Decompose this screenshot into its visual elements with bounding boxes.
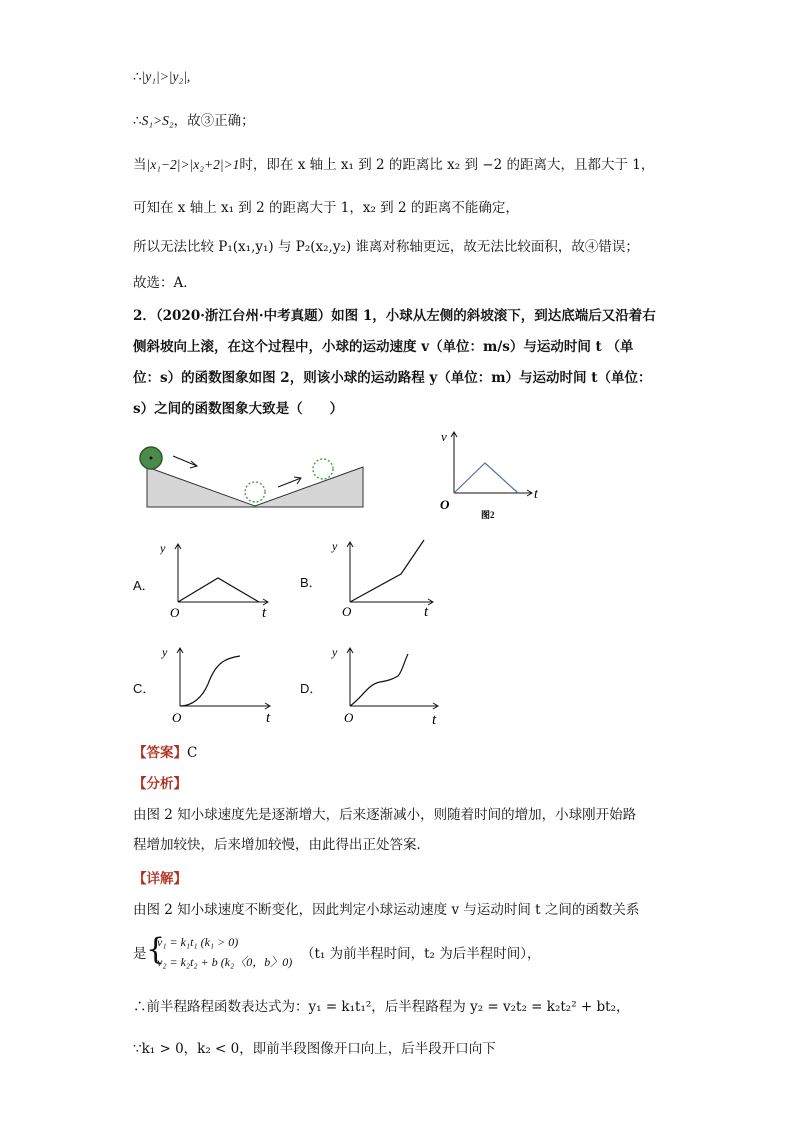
answer-line bbox=[133, 744, 197, 762]
option-a-origin: O bbox=[170, 605, 180, 620]
slope-shape bbox=[147, 467, 363, 507]
option-c-label[interactable]: C． bbox=[133, 681, 156, 696]
arrow-down-slope bbox=[173, 456, 197, 466]
detail-line-4: ∵k₁ > 0，k₂ < 0，即前半段图像开口向上，后半段开口向下 bbox=[133, 1041, 496, 1057]
solution-line-5: 所以无法比较 P₁(x₁,y₁) 与 P₂(x₂,y₂) 谁离对称轴更远，故无法比较面积，故④错误； bbox=[133, 239, 639, 255]
option-c-origin: O bbox=[172, 710, 182, 724]
analysis-line-2: 程增加较快，后来增加较慢，由此得出正处答案． bbox=[133, 837, 430, 853]
option-b-y-label: y bbox=[332, 539, 338, 553]
solution-line-4: 可知在 x 轴上 x₁ 到 2 的距离大于 1，x₂ 到 2 的距离不能确定， bbox=[133, 200, 519, 216]
ball-position-bottom bbox=[245, 482, 265, 502]
option-c-curve bbox=[180, 656, 240, 706]
option-a-curve bbox=[178, 578, 259, 602]
detail-system-pre: 是 bbox=[133, 946, 147, 962]
option-b-origin: O bbox=[342, 604, 352, 619]
origin-label: O bbox=[440, 497, 450, 512]
ball-position-right bbox=[313, 459, 333, 479]
option-c-t-label: t bbox=[266, 710, 271, 724]
option-a-t-label: t bbox=[262, 605, 267, 620]
option-a-graph[interactable] bbox=[160, 536, 285, 620]
answer-tag: 【答案】 bbox=[133, 745, 187, 761]
velocity-line bbox=[454, 463, 518, 493]
system-equation-1: v₁ = k₁t₁ (k₁ > 0) bbox=[157, 935, 239, 949]
analysis-line-1: 由图 2 知小球速度先是逐渐增大，后来逐渐减小，则随着时间的增加，小球刚开始路 bbox=[133, 807, 637, 823]
t-axis-label: t bbox=[534, 487, 538, 502]
analysis-tag: 【分析】 bbox=[133, 776, 187, 792]
question-line-1: 2．（2020·浙江台州·中考真题）如图 1，小球从左侧的斜坡滚下，到达底端后又沿着右 bbox=[133, 308, 656, 324]
question-line-2: 侧斜坡向上滚，在这个过程中，小球的运动速度 v（单位：m/s）与运动时间 t （单 bbox=[133, 339, 634, 355]
option-c-y-label: y bbox=[162, 645, 168, 659]
detail-line-1: 由图 2 知小球速度不断变化，因此判定小球运动速度 v 与运动时间 t 之间的函数关系 bbox=[133, 902, 640, 918]
option-a-label[interactable]: A． bbox=[133, 578, 155, 593]
option-d-y-label: y bbox=[332, 645, 338, 659]
option-b-t-label: t bbox=[424, 604, 429, 620]
system-note: （t₁ 为前半程时间，t₂ 为后半程时间）， bbox=[301, 946, 541, 962]
figure-2-velocity-graph bbox=[430, 428, 550, 523]
option-a-y-label: y bbox=[160, 541, 166, 555]
option-d-curve bbox=[350, 654, 408, 706]
option-b-graph[interactable] bbox=[328, 534, 448, 620]
option-b-curve bbox=[350, 540, 424, 602]
answer-value: C bbox=[187, 745, 198, 761]
solution-line-2: ∴S₁>S₂，故③正确； bbox=[133, 113, 255, 129]
detail-tag: 【详解】 bbox=[133, 871, 187, 887]
solution-line-1: ∴|y₁|>|y₂|, bbox=[133, 69, 191, 85]
option-d-t-label: t bbox=[432, 712, 437, 726]
system-brace: { bbox=[146, 932, 166, 967]
v-axis-label: v bbox=[441, 429, 447, 444]
question-line-3: 位：s）的函数图象如图 2，则该小球的运动路程 y（单位：m）与运动时间 t（单位： bbox=[133, 370, 652, 386]
option-c-graph[interactable] bbox=[160, 640, 285, 724]
system-equation-2: v₂ = k₂t₂ + b (k₂〈0，b〉0) bbox=[157, 955, 293, 969]
option-b-label[interactable]: B． bbox=[300, 575, 322, 590]
detail-line-3: ∴前半程路程函数表达式为：y₁ = k₁t₁²，后半程路程为 y₂ = v₂t₂ = k₂t₂² + bt₂， bbox=[133, 999, 630, 1015]
solution-line-3: 当|x₁−2|>|x₂+2|>1时，即在 x 轴上 x₁ 到 2 的距离比 x₂ 到 −2 的距离大，且都大于 1， bbox=[133, 157, 655, 173]
figure-1-slope-diagram bbox=[135, 440, 370, 515]
option-d-graph[interactable] bbox=[328, 640, 448, 726]
ball-center-dot bbox=[150, 457, 153, 460]
figure-2-caption: 图2 bbox=[481, 510, 495, 520]
solution-line-6: 故选：A． bbox=[133, 275, 197, 291]
question-line-4: s）之间的函数图象大致是（ ） bbox=[133, 401, 344, 417]
option-d-label[interactable]: D． bbox=[300, 681, 323, 696]
option-d-origin: O bbox=[344, 710, 354, 725]
